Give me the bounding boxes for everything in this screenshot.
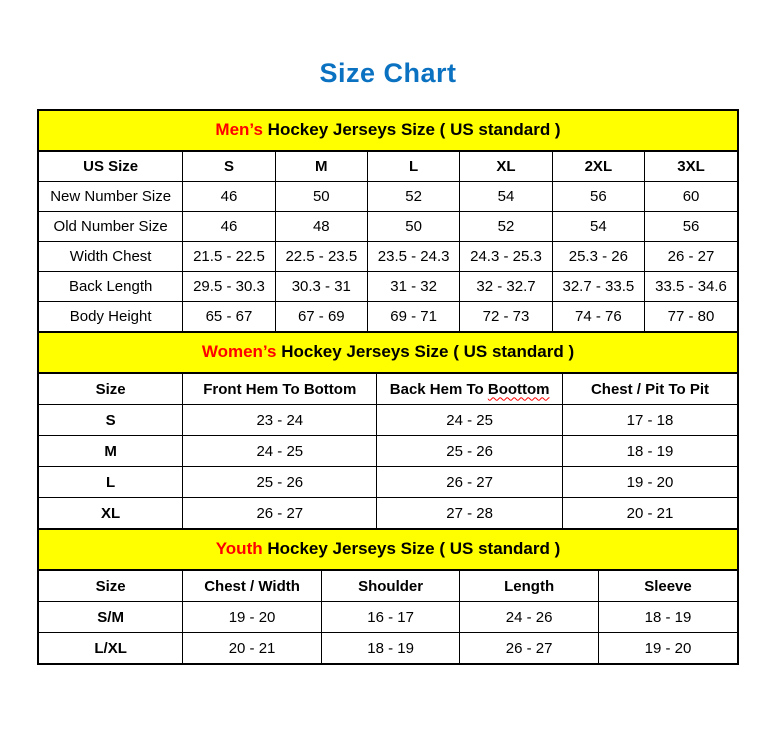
mens-cell: 54 <box>552 212 644 242</box>
youth-heading-rest: Hockey Jerseys Size ( US standard ) <box>262 539 561 558</box>
mens-row-label: Back Length <box>39 272 183 302</box>
youth-col-header: Chest / Width <box>183 571 322 602</box>
mens-cell: 32 - 32.7 <box>460 272 552 302</box>
table-row <box>39 467 737 498</box>
mens-cell: 21.5 - 22.5 <box>183 242 275 272</box>
youth-table <box>39 571 737 663</box>
mens-cell: 24.3 - 25.3 <box>460 242 552 272</box>
womens-cell: 19 - 20 <box>562 467 737 498</box>
youth-cell: 20 - 21 <box>183 633 322 664</box>
mens-cell: 50 <box>275 182 367 212</box>
youth-cell: 18 - 19 <box>321 633 460 664</box>
mens-cell: 74 - 76 <box>552 302 644 332</box>
womens-table <box>39 374 737 528</box>
mens-cell: 33.5 - 34.6 <box>645 272 737 302</box>
table-row <box>39 498 737 529</box>
mens-cell: 67 - 69 <box>275 302 367 332</box>
mens-table <box>39 152 737 331</box>
table-row <box>39 212 737 242</box>
mens-col-header: US Size <box>39 152 183 182</box>
mens-cell: 22.5 - 23.5 <box>275 242 367 272</box>
mens-cell: 72 - 73 <box>460 302 552 332</box>
youth-cell: 16 - 17 <box>321 602 460 633</box>
mens-row-label: Body Height <box>39 302 183 332</box>
womens-cell: 20 - 21 <box>562 498 737 529</box>
womens-col-header: Size <box>39 374 183 405</box>
mens-cell: 56 <box>645 212 737 242</box>
mens-cell: 46 <box>183 182 275 212</box>
table-row <box>39 272 737 302</box>
table-row <box>39 242 737 272</box>
youth-cell: 18 - 19 <box>598 602 737 633</box>
youth-cell: 19 - 20 <box>183 602 322 633</box>
table-row <box>39 302 737 332</box>
mens-cell: 65 - 67 <box>183 302 275 332</box>
youth-cell: 24 - 26 <box>460 602 599 633</box>
youth-cell: 19 - 20 <box>598 633 737 664</box>
womens-cell: 23 - 24 <box>183 405 377 436</box>
womens-section <box>39 331 737 528</box>
mens-col-header: 3XL <box>645 152 737 182</box>
mens-col-header: S <box>183 152 275 182</box>
table-row <box>39 602 737 633</box>
mens-col-header: XL <box>460 152 552 182</box>
table-row <box>39 633 737 664</box>
womens-row-label: M <box>39 436 183 467</box>
womens-row-label: S <box>39 405 183 436</box>
youth-row-label: S/M <box>39 602 183 633</box>
womens-cell: 26 - 27 <box>183 498 377 529</box>
mens-cell: 32.7 - 33.5 <box>552 272 644 302</box>
mens-row-label: Width Chest <box>39 242 183 272</box>
mens-heading-rest: Hockey Jerseys Size ( US standard ) <box>262 120 561 139</box>
mens-cell: 69 - 71 <box>367 302 459 332</box>
mens-cell: 50 <box>367 212 459 242</box>
youth-col-header: Size <box>39 571 183 602</box>
mens-cell: 54 <box>460 182 552 212</box>
youth-section-heading <box>39 528 737 571</box>
youth-col-header: Shoulder <box>321 571 460 602</box>
mens-cell: 29.5 - 30.3 <box>183 272 275 302</box>
womens-cell: 25 - 26 <box>377 436 563 467</box>
womens-cell: 17 - 18 <box>562 405 737 436</box>
womens-heading-rest: Hockey Jerseys Size ( US standard ) <box>276 342 575 361</box>
mens-cell: 23.5 - 24.3 <box>367 242 459 272</box>
youth-header-row <box>39 571 737 602</box>
womens-col-header <box>377 374 563 405</box>
womens-section-heading <box>39 331 737 374</box>
mens-col-header: M <box>275 152 367 182</box>
mens-cell: 77 - 80 <box>645 302 737 332</box>
womens-back-hem-prefix: Back Hem To <box>389 380 484 398</box>
mens-cell: 56 <box>552 182 644 212</box>
womens-back-hem-misspelled-word: Boottom <box>487 380 550 398</box>
youth-row-label: L/XL <box>39 633 183 664</box>
mens-cell: 52 <box>460 212 552 242</box>
mens-cell: 30.3 - 31 <box>275 272 367 302</box>
mens-cell: 52 <box>367 182 459 212</box>
mens-cell: 26 - 27 <box>645 242 737 272</box>
page-title: Size Chart <box>319 58 457 88</box>
mens-section-heading <box>39 111 737 152</box>
youth-section <box>39 528 737 663</box>
womens-header-row <box>39 374 737 405</box>
mens-cell: 48 <box>275 212 367 242</box>
mens-row-label: Old Number Size <box>39 212 183 242</box>
womens-cell: 26 - 27 <box>377 467 563 498</box>
youth-col-header: Length <box>460 571 599 602</box>
mens-row-label: New Number Size <box>39 182 183 212</box>
mens-heading-accent: Men’s <box>215 120 263 139</box>
womens-cell: 24 - 25 <box>377 405 563 436</box>
womens-row-label: L <box>39 467 183 498</box>
mens-col-header: L <box>367 152 459 182</box>
womens-cell: 27 - 28 <box>377 498 563 529</box>
mens-cell: 60 <box>645 182 737 212</box>
mens-cell: 25.3 - 26 <box>552 242 644 272</box>
womens-row-label: XL <box>39 498 183 529</box>
table-row <box>39 436 737 467</box>
size-chart <box>37 109 739 665</box>
youth-heading-accent: Youth <box>215 539 263 558</box>
womens-cell: 18 - 19 <box>562 436 737 467</box>
youth-cell: 26 - 27 <box>460 633 599 664</box>
mens-section <box>39 111 737 331</box>
womens-col-header: Front Hem To Bottom <box>183 374 377 405</box>
table-row <box>39 182 737 212</box>
mens-col-header: 2XL <box>552 152 644 182</box>
youth-col-header: Sleeve <box>598 571 737 602</box>
mens-cell: 46 <box>183 212 275 242</box>
womens-cell: 25 - 26 <box>183 467 377 498</box>
mens-cell: 31 - 32 <box>367 272 459 302</box>
mens-header-row <box>39 152 737 182</box>
womens-cell: 24 - 25 <box>183 436 377 467</box>
womens-heading-accent: Women’s <box>201 342 277 361</box>
table-row <box>39 405 737 436</box>
womens-col-header: Chest / Pit To Pit <box>562 374 737 405</box>
